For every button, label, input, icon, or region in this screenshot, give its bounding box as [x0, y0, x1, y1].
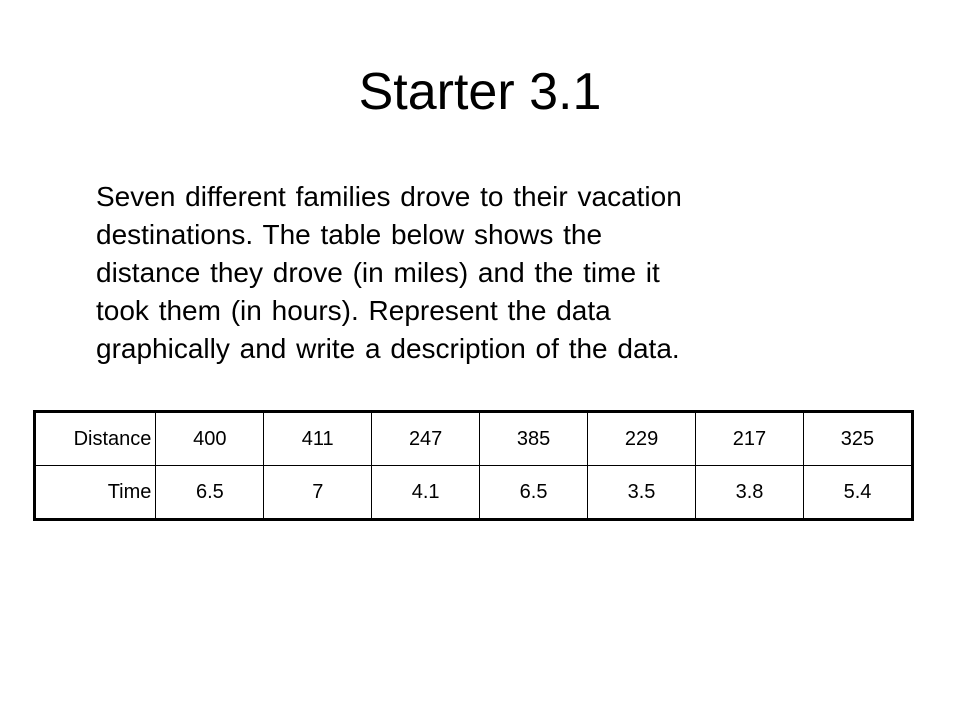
paragraph-line: Seven different families drove to their vacation	[96, 181, 682, 212]
table-cell: 247	[372, 412, 480, 466]
table-cell: 5.4	[803, 466, 912, 520]
paragraph-line: graphically and write a description of the data.	[96, 333, 680, 364]
table-cell: 6.5	[156, 466, 264, 520]
table-row-distance	[35, 412, 913, 466]
table-row-time	[35, 466, 913, 520]
table-cell: 400	[156, 412, 264, 466]
paragraph-line: distance they drove (in miles) and the time it	[96, 257, 660, 288]
table-cell: 7	[264, 466, 372, 520]
slide-title: Starter 3.1	[358, 63, 602, 121]
data-table	[33, 410, 914, 521]
table-cell: 385	[480, 412, 588, 466]
row-header-distance: Distance	[35, 412, 156, 466]
table-cell: 411	[264, 412, 372, 466]
table-cell: 6.5	[480, 466, 588, 520]
table-cell: 4.1	[372, 466, 480, 520]
table-cell: 217	[696, 412, 804, 466]
table-cell: 325	[803, 412, 912, 466]
paragraph-line: took them (in hours). Represent the data	[96, 295, 611, 326]
table-cell: 229	[588, 412, 696, 466]
slide-paragraph	[96, 178, 916, 368]
table-cell: 3.8	[696, 466, 804, 520]
table-cell: 3.5	[588, 466, 696, 520]
row-header-time: Time	[35, 466, 156, 520]
paragraph-line: destinations. The table below shows the	[96, 219, 603, 250]
